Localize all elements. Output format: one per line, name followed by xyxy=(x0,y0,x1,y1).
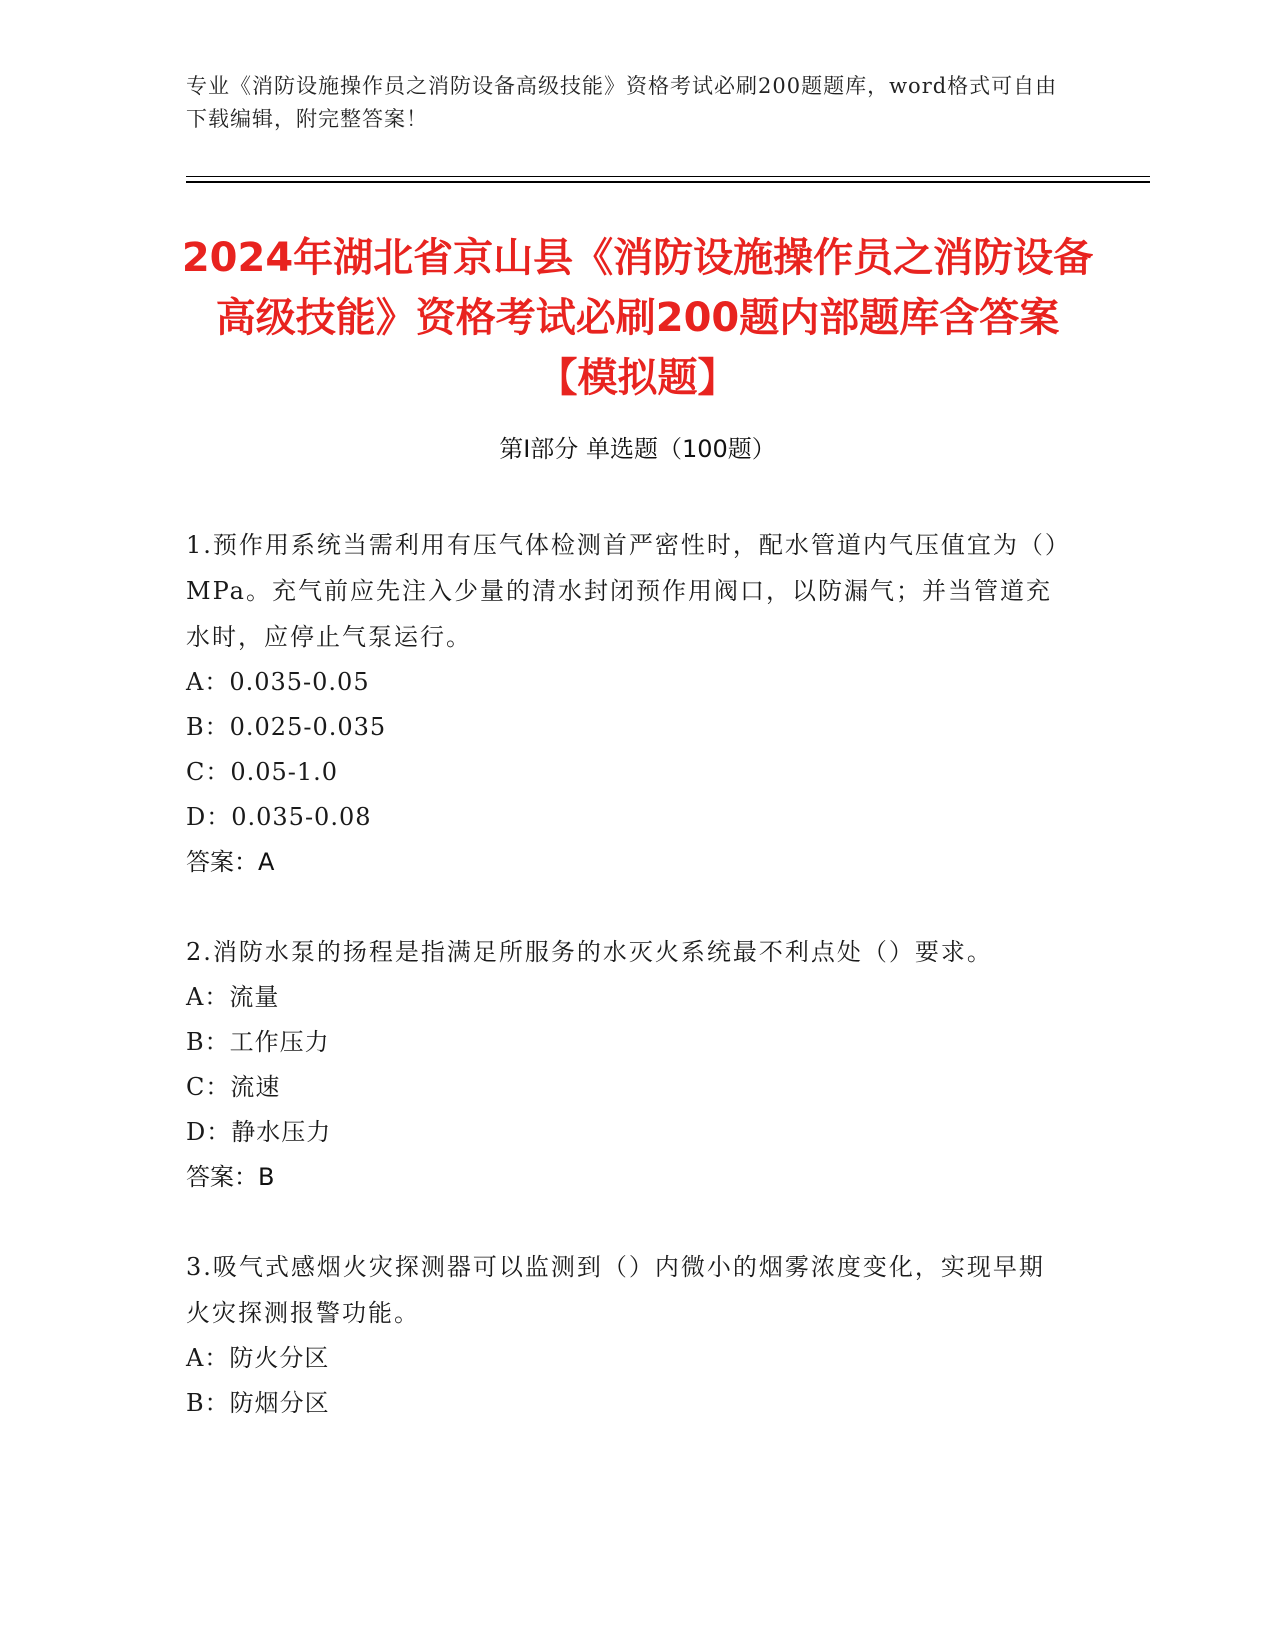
option-b: B：0.025-0.035 xyxy=(186,713,387,741)
option-b: B：工作压力 xyxy=(186,1028,330,1056)
option-a: A：防火分区 xyxy=(186,1344,330,1372)
question-3 xyxy=(186,1244,1066,1426)
header-divider-thick xyxy=(186,181,1150,183)
question-stem: 1.预作用系统当需利用有压气体检测首严密性时，配水管道内气压值宜为（）MPa。充气前应先注入少量的清水封闭预作用阀口，以防漏气；并当管道充水时，应停止气泵运行。 xyxy=(186,531,1059,651)
section-title: 第I部分 单选题（100题） xyxy=(499,435,776,463)
header-note: 专业《消防设施操作员之消防设备高级技能》资格考试必刷200题题库，word格式可自由下载编辑，附完整答案！ xyxy=(186,74,1058,131)
option-b: B：防烟分区 xyxy=(186,1389,330,1417)
header-divider-thin xyxy=(186,176,1150,177)
option-d: D：0.035-0.08 xyxy=(186,803,372,831)
option-a: A：流量 xyxy=(186,983,280,1011)
question-spacer xyxy=(186,1200,1066,1244)
question-1 xyxy=(186,522,1066,885)
option-c: C：流速 xyxy=(186,1073,281,1101)
document-title: 2024年湖北省京山县《消防设施操作员之消防设备高级技能》资格考试必刷200题内部题库含答案【模拟题】 xyxy=(181,235,1094,401)
answer: 答案：A xyxy=(186,848,275,876)
question-stem: 2.消防水泵的扬程是指满足所服务的水灭火系统最不利点处（）要求。 xyxy=(186,938,993,966)
answer: 答案：B xyxy=(186,1163,275,1191)
question-stem: 3.吸气式感烟火灾探测器可以监测到（）内微小的烟雾浓度变化，实现早期火灾探测报警功能。 xyxy=(186,1253,1045,1327)
question-2 xyxy=(186,929,1066,1200)
option-c: C：0.05-1.0 xyxy=(186,758,339,786)
question-list xyxy=(186,522,1066,1426)
question-spacer xyxy=(186,885,1066,929)
option-a: A：0.035-0.05 xyxy=(186,668,370,696)
option-d: D：静水压力 xyxy=(186,1118,332,1146)
